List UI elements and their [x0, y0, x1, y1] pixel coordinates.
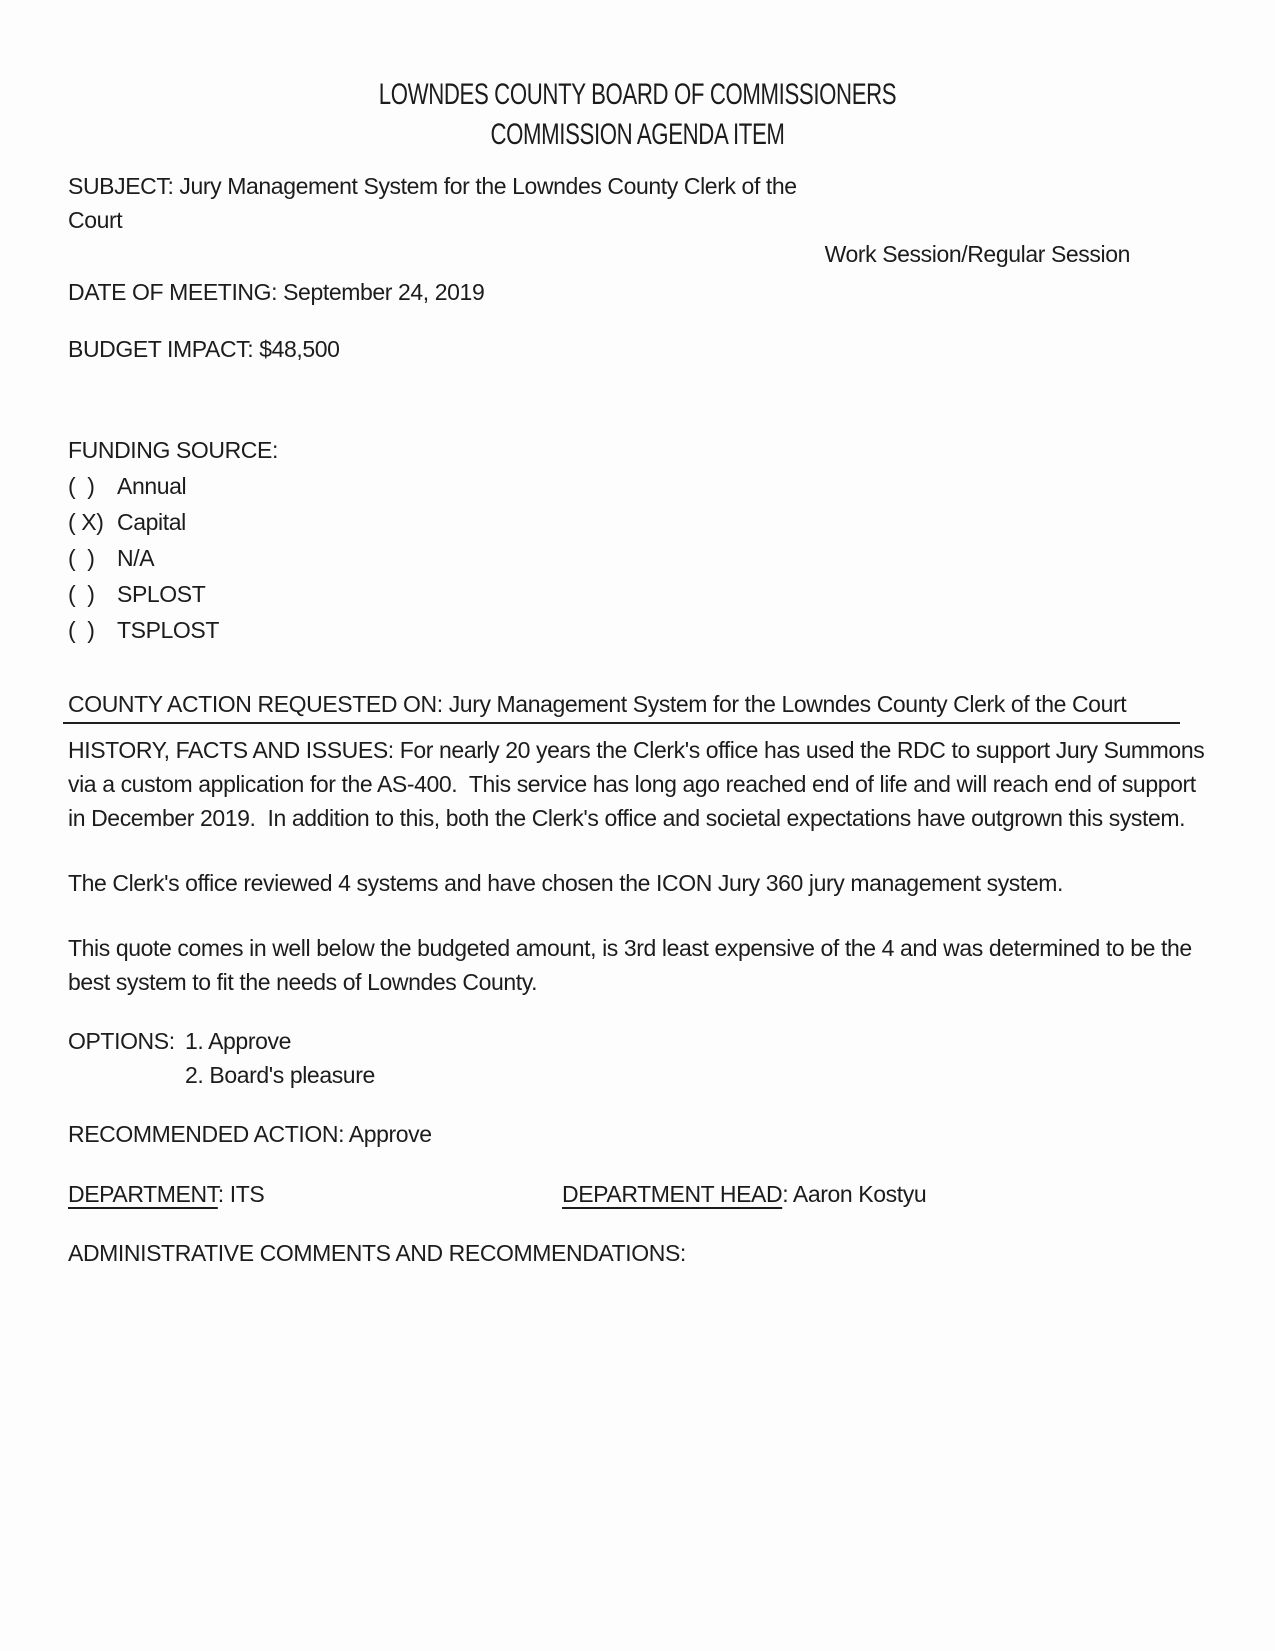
subject-line1: SUBJECT: Jury Management System for the Lowndes County Clerk of the — [68, 173, 797, 199]
administrative-comments-heading: ADMINISTRATIVE COMMENTS AND RECOMMENDATIONS: — [68, 1240, 686, 1266]
history-facts-issues-paragraph: HISTORY, FACTS AND ISSUES: For nearly 20 years the Clerk's office has used the RDC to support Jury Summons via a custom application for the AS-400. This service has long ago reached end of life and will reach end of support in December 2019. In addition to this, both the Clerk's office and societal expectations have outgrown this system. — [68, 737, 1211, 831]
department-head-value: : Aaron Kostyu — [782, 1181, 927, 1207]
options-heading: OPTIONS: — [68, 1028, 175, 1054]
funding-option-capital — [68, 505, 1207, 539]
history-paragraph-3: This quote comes in well below the budgeted amount, is 3rd least expensive of the 4 and was determined to be the best system to fit the needs of Lowndes County. — [68, 935, 1198, 995]
checkbox-marker-annual: ( ) — [68, 473, 95, 499]
document-title-line2: COMMISSION AGENDA ITEM — [490, 118, 785, 151]
recommended-action-line: RECOMMENDED ACTION: Approve — [68, 1121, 432, 1147]
department-cell — [68, 1177, 562, 1211]
checkbox-marker-splost: ( ) — [68, 581, 95, 607]
funding-option-splost — [68, 577, 1207, 611]
date-of-meeting-line: DATE OF MEETING: September 24, 2019 — [68, 279, 485, 305]
department-value: : ITS — [217, 1181, 265, 1207]
options-block — [68, 1024, 1207, 1092]
subject-block — [68, 169, 1207, 237]
funding-option-label: Annual — [117, 473, 187, 499]
funding-option-annual — [68, 469, 1207, 503]
funding-option-label: TSPLOST — [117, 617, 220, 643]
county-action-requested-line: COUNTY ACTION REQUESTED ON: Jury Management System for the Lowndes County Clerk of the Court — [63, 687, 1180, 724]
subject-line2: Court — [68, 207, 123, 233]
funding-source-heading: FUNDING SOURCE: — [68, 437, 278, 463]
funding-option-na — [68, 541, 1207, 575]
department-head-cell — [562, 1177, 1207, 1211]
funding-option-tsplost — [68, 613, 1207, 647]
option-1-approve: 1. Approve — [185, 1028, 291, 1054]
department-label: DEPARTMENT — [68, 1181, 218, 1207]
document-title-line1: LOWNDES COUNTY BOARD OF COMMISSIONERS — [378, 78, 897, 111]
department-row — [68, 1177, 1207, 1211]
funding-option-label: N/A — [117, 545, 155, 571]
history-paragraph-2: The Clerk's office reviewed 4 systems and have chosen the ICON Jury 360 jury management system. — [68, 870, 1064, 896]
funding-option-label: Capital — [117, 509, 186, 535]
department-head-label: DEPARTMENT HEAD — [562, 1181, 783, 1207]
funding-option-label: SPLOST — [117, 581, 206, 607]
budget-impact-line: BUDGET IMPACT: $48,500 — [68, 336, 340, 362]
checkbox-marker-capital-checked: ( X) — [68, 509, 104, 535]
checkbox-marker-tsplost: ( ) — [68, 617, 95, 643]
options-heading-spacer — [68, 1058, 185, 1092]
option-2-boards-pleasure: 2. Board's pleasure — [185, 1062, 375, 1088]
session-type-label: Work Session/Regular Session — [824, 241, 1130, 267]
checkbox-marker-na: ( ) — [68, 545, 95, 571]
